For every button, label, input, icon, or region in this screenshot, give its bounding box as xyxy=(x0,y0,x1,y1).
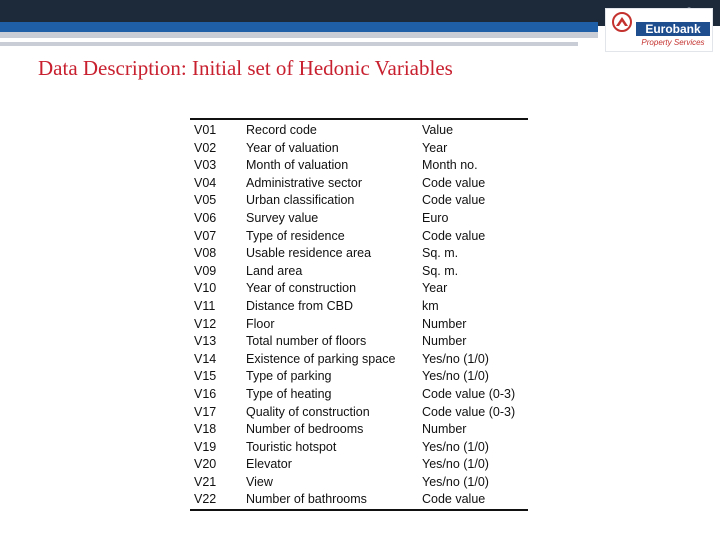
eurobank-logo xyxy=(605,8,713,52)
variable-description: Type of heating xyxy=(246,386,332,401)
variable-description: Type of parking xyxy=(246,369,332,384)
table-row xyxy=(190,316,528,334)
variable-value-type: Code value xyxy=(422,193,486,208)
variable-code: V08 xyxy=(194,246,217,261)
table-row xyxy=(190,298,528,316)
variable-code: V21 xyxy=(194,474,217,489)
variable-value-type: Euro xyxy=(422,210,449,225)
variable-description: Existence of parking space xyxy=(246,351,396,366)
variables-table-body xyxy=(190,119,528,510)
variable-value-type: Code value xyxy=(422,175,486,190)
variable-value-type: Code value xyxy=(422,492,486,507)
variable-code: V22 xyxy=(194,492,217,507)
variable-code: V09 xyxy=(194,263,217,278)
variable-code: V16 xyxy=(194,386,217,401)
variable-value-type: Yes/no (1/0) xyxy=(422,369,489,384)
variable-code: V17 xyxy=(194,404,217,419)
variable-value-type: Yes/no (1/0) xyxy=(422,439,489,454)
variable-value-type: Yes/no (1/0) xyxy=(422,351,489,366)
variable-code: V12 xyxy=(194,316,217,331)
variable-value-type: Code value (0-3) xyxy=(422,386,516,401)
variable-value-type: Yes/no (1/0) xyxy=(422,474,489,489)
variable-code: V15 xyxy=(194,369,217,384)
variable-value-type: Value xyxy=(422,123,454,137)
variable-description: Floor xyxy=(246,316,275,331)
variable-code: V01 xyxy=(194,123,217,137)
variable-value-type: Year xyxy=(422,140,448,155)
table-row xyxy=(190,491,528,510)
variable-description: Total number of floors xyxy=(246,334,367,349)
variable-description: Number of bathrooms xyxy=(246,492,367,507)
variable-value-type: Year xyxy=(422,281,448,296)
variable-code: V20 xyxy=(194,457,217,472)
logo-brand-name: Eurobank xyxy=(636,22,710,36)
variable-description: Touristic hotspot xyxy=(246,439,337,454)
variable-value-type: Code value (0-3) xyxy=(422,404,516,419)
variable-code: V13 xyxy=(194,334,217,349)
variable-description: Year of construction xyxy=(246,281,357,296)
variable-code: V03 xyxy=(194,158,217,173)
table-row xyxy=(190,421,528,439)
variable-code: V07 xyxy=(194,228,217,243)
variable-code: V18 xyxy=(194,422,217,437)
variable-description: Survey value xyxy=(246,210,319,225)
variable-description: Land area xyxy=(246,263,303,278)
table-row xyxy=(190,404,528,422)
variable-code: V02 xyxy=(194,140,217,155)
variable-description: Administrative sector xyxy=(246,175,363,190)
table-row xyxy=(190,245,528,263)
variable-description: View xyxy=(246,474,273,489)
table-row xyxy=(190,192,528,210)
table-row xyxy=(190,474,528,492)
variable-description: Usable residence area xyxy=(246,246,372,261)
variable-description: Elevator xyxy=(246,457,292,472)
variable-description: Number of bedrooms xyxy=(246,422,364,437)
variable-code: V11 xyxy=(194,298,216,313)
variable-description: Month of valuation xyxy=(246,158,349,173)
table-row xyxy=(190,119,528,140)
header-bar-blue xyxy=(0,22,598,32)
slide-title: Data Description: Initial set of Hedonic Variables xyxy=(38,56,453,80)
logo-tagline: Property Services xyxy=(641,38,705,47)
variable-value-type: Number xyxy=(422,422,467,437)
variable-value-type: km xyxy=(422,298,439,313)
hedonic-variables-table xyxy=(190,118,528,511)
table-row xyxy=(190,228,528,246)
variable-description: Distance from CBD xyxy=(246,298,353,313)
table-row xyxy=(190,439,528,457)
variable-description: Urban classification xyxy=(246,193,355,208)
variable-code: V05 xyxy=(194,193,217,208)
table-row xyxy=(190,175,528,193)
variable-description: Year of valuation xyxy=(246,140,339,155)
table-row xyxy=(190,368,528,386)
variable-code: V10 xyxy=(194,281,217,296)
eurobank-logo-icon xyxy=(612,12,632,32)
variable-value-type: Number xyxy=(422,316,467,331)
table-row xyxy=(190,333,528,351)
variable-code: V14 xyxy=(194,351,217,366)
variable-value-type: Yes/no (1/0) xyxy=(422,457,489,472)
variable-value-type: Sq. m. xyxy=(422,246,459,261)
variable-description: Record code xyxy=(246,123,317,137)
variable-code: V04 xyxy=(194,175,217,190)
table-row xyxy=(190,351,528,369)
variable-code: V06 xyxy=(194,210,217,225)
variable-value-type: Code value xyxy=(422,228,486,243)
table-row xyxy=(190,386,528,404)
variable-description: Type of residence xyxy=(246,228,345,243)
variable-value-type: Number xyxy=(422,334,467,349)
header-bar-gray xyxy=(0,32,598,38)
table-row xyxy=(190,280,528,298)
table-row xyxy=(190,263,528,281)
table-row xyxy=(190,157,528,175)
header-rule xyxy=(0,42,578,46)
variable-description: Quality of construction xyxy=(246,404,370,419)
variable-code: V19 xyxy=(194,439,217,454)
table-row xyxy=(190,456,528,474)
variable-value-type: Sq. m. xyxy=(422,263,459,278)
variable-value-type: Month no. xyxy=(422,158,478,173)
table-row xyxy=(190,140,528,158)
table-row xyxy=(190,210,528,228)
